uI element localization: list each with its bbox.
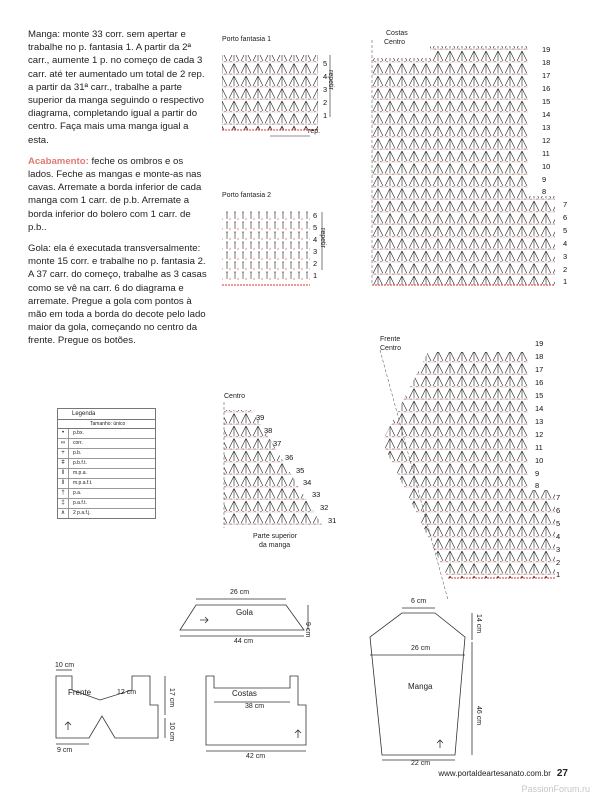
frente-row-18: 18 xyxy=(535,352,544,361)
costas-row-13: 13 xyxy=(542,123,551,132)
legend-row xyxy=(58,489,155,499)
manga-top-dim: 6 cm xyxy=(411,598,427,605)
costas-row-17: 17 xyxy=(542,71,551,80)
pf1-repetir: repetir xyxy=(327,70,334,90)
frente-shape xyxy=(56,670,165,744)
manga-row-36: 36 xyxy=(285,453,294,462)
manga-row-34: 34 xyxy=(303,478,312,487)
legend-symbol: ∞ xyxy=(58,439,69,448)
costas-chart xyxy=(372,40,555,285)
frente-chart xyxy=(380,350,555,600)
frente-row-1: 1 xyxy=(556,570,561,579)
pf1-chart xyxy=(222,55,330,136)
costas-row-11: 11 xyxy=(542,149,550,158)
frente-title: Frente xyxy=(380,336,401,343)
costas-title: Costas xyxy=(386,30,408,37)
pf2-row-3: 3 xyxy=(313,247,318,256)
frente-row-14: 14 xyxy=(535,404,544,413)
legend-name: 2 p.a.f.j. xyxy=(73,510,91,516)
pf1-rep: rep. xyxy=(308,128,321,135)
legend-symbol: † xyxy=(58,489,69,498)
pf2-chart xyxy=(222,210,322,285)
costas-row-6: 6 xyxy=(563,213,568,222)
frente-row-5: 5 xyxy=(556,519,561,528)
acabamento-body: feche os ombros e os lados. Feche as mangas e monte-as nas cavas. Arremate a borda inferior de cada manga com 1 carr. de p.b. Arremate a borda inferior do bolero com 1 carr. de p.b.. xyxy=(28,155,202,233)
legend-name: corr. xyxy=(73,440,83,446)
frente-row-3: 3 xyxy=(556,545,561,554)
legend-row xyxy=(58,459,155,469)
legend-symbol: ‖ xyxy=(58,479,69,488)
gola-shape xyxy=(180,599,308,636)
costas-centro: Centro xyxy=(384,39,406,46)
pf1-row-3: 3 xyxy=(323,85,328,94)
manga-row-32: 32 xyxy=(320,503,329,512)
legend-row xyxy=(58,479,155,489)
legend-symbol: • xyxy=(58,429,69,438)
frente-row-4: 4 xyxy=(556,532,561,541)
legend-row xyxy=(58,499,155,509)
costas-row-4: 4 xyxy=(563,239,568,248)
legend-name: p.b. xyxy=(73,450,82,456)
legend-name: m.p.a.f.t. xyxy=(73,480,93,486)
legend-row xyxy=(58,429,155,439)
legend-name: p.a. xyxy=(73,490,82,496)
frente-row-13: 13 xyxy=(535,417,544,426)
frente-row-17: 17 xyxy=(535,365,544,374)
legend-row xyxy=(58,469,155,479)
frente-row-16: 16 xyxy=(535,378,544,387)
legend-name: p.a.f.t. xyxy=(73,500,87,506)
gola-top-dim: 26 cm xyxy=(230,589,250,596)
pf2-row-1: 1 xyxy=(313,271,318,280)
footer-site: www.portaldeartesanato.com.br xyxy=(438,769,551,778)
manga-row-35: 35 xyxy=(296,466,305,475)
costas-row-15: 15 xyxy=(542,97,551,106)
costas-bottom-dim: 42 cm xyxy=(246,753,266,760)
manga-bottom-dim: 22 cm xyxy=(411,760,431,767)
gola-side-dim: 9 cm xyxy=(304,622,311,638)
frente-side2-dim: 10 cm xyxy=(168,722,175,742)
legend-box xyxy=(57,408,156,519)
instructions-manga: Manga: monte 33 corr. sem apertar e trabalhe no p. fantasia 1. A partir da 2ª carr., aumente 1 p. no começo de cada 3 carr. até ter aumentado um total de 2 rep. a partir da 31ª carr., trabalhe a parte superior da manga seguindo o respectivo diagrama, completando igual a partir do centro. Faça mais uma manga igual a esta. xyxy=(28,29,205,146)
legend-row xyxy=(58,509,155,518)
manga-row-33: 33 xyxy=(312,490,321,499)
costas-row-9: 9 xyxy=(542,175,547,184)
legend-subtitle: Tamanho: único xyxy=(58,420,155,429)
frente-name: Frente xyxy=(68,688,92,697)
pf2-row-6: 6 xyxy=(313,211,318,220)
legend-name: m.p.a. xyxy=(73,470,87,476)
frente-row-11: 11 xyxy=(535,443,543,452)
frente-row-6: 6 xyxy=(556,506,561,515)
legend-symbol: ǂ xyxy=(58,459,69,468)
footer xyxy=(438,768,568,779)
frente-row-8: 8 xyxy=(535,481,540,490)
frente-row-19: 19 xyxy=(535,339,544,348)
legend-symbol: ∧ xyxy=(58,509,69,518)
pf2-row-4: 4 xyxy=(313,235,318,244)
instructions-gola: Gola: ela é executada transversalmente: monte 15 corr. e trabalhe no p. fantasia 2. A 37 carr. do começo, trabalhe as 3 casas como se vê na carr. 6 do diagrama e arremate. Pregue a gola com pontos à mão em toda a borda do decote pelo lado maior da gola, começando no centro da frente. Pregue os botões. xyxy=(28,243,207,347)
manga-row-31: 31 xyxy=(328,516,337,525)
legend-symbol: + xyxy=(58,449,69,458)
frente-bottom-dim: 9 cm xyxy=(57,747,73,754)
gola-bottom-dim: 44 cm xyxy=(234,638,254,645)
pf1-row-4: 4 xyxy=(323,72,328,81)
legend-title: Legenda xyxy=(58,409,155,420)
pf2-title: Porto fantasia 2 xyxy=(222,192,272,199)
legend-name: p.b.f.t. xyxy=(73,460,87,466)
frente-row-15: 15 xyxy=(535,391,544,400)
acabamento-heading: Acabamento: xyxy=(28,155,89,167)
frente-centro: Centro xyxy=(380,345,402,352)
pf1-row-2: 2 xyxy=(323,98,328,107)
manga-row-38: 38 xyxy=(264,426,273,435)
costas-row-3: 3 xyxy=(563,252,568,261)
costas-name: Costas xyxy=(232,689,257,698)
pf2-row-2: 2 xyxy=(313,259,318,268)
costas-row-1: 1 xyxy=(563,277,568,286)
costas-row-18: 18 xyxy=(542,58,551,67)
frente-mid-dim: 12 cm xyxy=(117,689,137,696)
legend-symbol: ‖ xyxy=(58,469,69,478)
costas-row-19: 19 xyxy=(542,45,551,54)
pf1-row-5: 5 xyxy=(323,59,328,68)
pf1-row-1: 1 xyxy=(323,111,328,120)
frente-row-9: 9 xyxy=(535,469,540,478)
gola-name: Gola xyxy=(236,608,253,617)
manga-side1-dim: 14 cm xyxy=(475,614,482,634)
frente-row-2: 2 xyxy=(556,558,561,567)
costas-row-16: 16 xyxy=(542,84,551,93)
costas-row-7: 7 xyxy=(563,200,568,209)
costas-row-2: 2 xyxy=(563,265,568,274)
legend-symbol: ‡ xyxy=(58,499,69,508)
manga-side2-dim: 46 cm xyxy=(475,706,482,726)
manga-row-39: 39 xyxy=(256,413,265,422)
costas-top-dim: 38 cm xyxy=(245,703,265,710)
pf1-title: Porto fantasia 1 xyxy=(222,36,272,43)
manga-parte-superior: Parte superior xyxy=(253,533,297,540)
manga-chart xyxy=(224,402,322,528)
frente-row-7: 7 xyxy=(556,493,561,502)
watermark: PassionForum.ru xyxy=(521,784,590,794)
legend-row xyxy=(58,449,155,459)
costas-row-8: 8 xyxy=(542,187,547,196)
manga-mid-dim: 26 cm xyxy=(411,645,431,652)
costas-row-12: 12 xyxy=(542,136,551,145)
frente-row-12: 12 xyxy=(535,430,544,439)
manga-da-manga: da manga xyxy=(259,542,291,549)
costas-row-14: 14 xyxy=(542,110,551,119)
manga-centro: Centro xyxy=(224,393,246,400)
legend-row xyxy=(58,439,155,449)
manga-row-37: 37 xyxy=(273,439,282,448)
frente-row-10: 10 xyxy=(535,456,544,465)
pf2-row-5: 5 xyxy=(313,223,318,232)
pf2-repetir: repetir xyxy=(319,228,326,248)
manga-name: Manga xyxy=(408,682,433,691)
costas-row-10: 10 xyxy=(542,162,551,171)
legend-name: p.bx. xyxy=(73,430,84,436)
costas-shape xyxy=(206,676,306,751)
frente-side1-dim: 17 cm xyxy=(168,688,175,708)
frente-top-dim: 10 cm xyxy=(55,662,75,669)
page-number: 27 xyxy=(556,768,568,779)
costas-row-5: 5 xyxy=(563,226,568,235)
